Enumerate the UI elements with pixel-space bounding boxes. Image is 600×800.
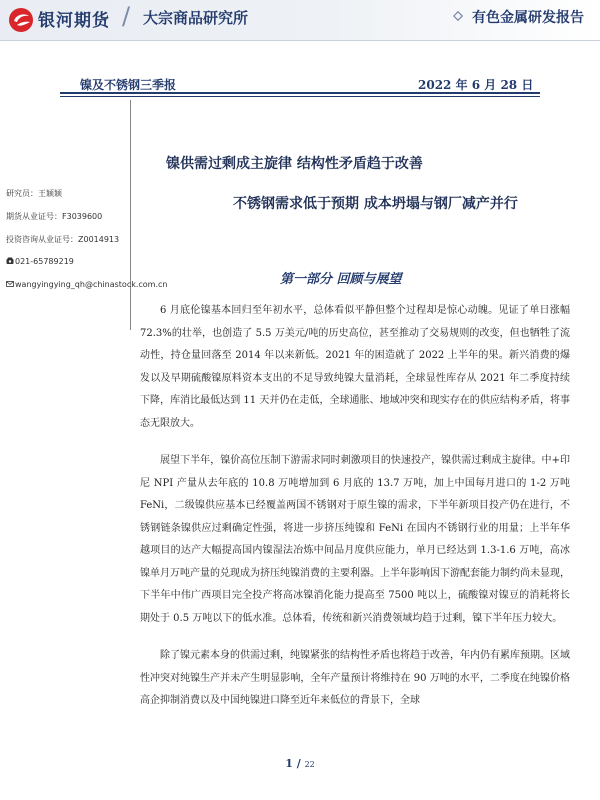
sub-title: 不锈钢需求低于预期 成本坍塌与钢厂减产并行	[233, 196, 518, 212]
page-separator: /	[296, 757, 305, 770]
researcher-name: 研究员：王颖颖	[6, 189, 62, 198]
paragraph: 6 月底伦镍基本回归至年初水平，总体看似平静但整个过程却是惊心动魄。见证了单日涨幅 72.3%的壮举，也创造了 5.5 万美元/吨的历史高位，甚至推动了交易规则的改变，但也牺牲了流动性，持仓量回落至 2014 年以来新低。2021 年的困造就了 2022 上半年的果。新兴消费的爆发以及早期硫酸镍原料资本支出的不足导致纯镍大量消耗，全球显性库存从 2021 年二季度持续下降，库消比最低达到 11 天并仍在走低，全球通胀、地域冲突和现实存在的供应结构矛盾，将事态无限放大。	[140, 305, 570, 429]
header-rule-thin	[60, 96, 540, 97]
email-address[interactable]: wangyingying_qh@chinastock.com.cn	[15, 280, 168, 289]
report-title: 镍及不锈钢三季报	[80, 78, 177, 92]
futures-license: 期货从业证号：F3039600	[6, 212, 103, 221]
report-header	[0, 0, 600, 41]
phone-number: 021-65789219	[15, 257, 74, 266]
report-type: 有色金属研发报告	[472, 10, 584, 26]
email-icon	[6, 280, 14, 288]
header-divider: /	[122, 2, 131, 30]
section-heading: 第一部分 回顾与展望	[280, 272, 402, 287]
page-total: 22	[304, 760, 315, 769]
email-row	[6, 280, 168, 291]
main-title: 镍供需过剩成主旋律 结构性矛盾趋于改善	[166, 156, 423, 172]
diamond-icon	[453, 11, 463, 21]
paragraph: 除了镍元素本身的供需过剩，纯镍紧张的结构性矛盾也将趋于改善，年内仍有累库预期。区域性冲突对纯镍生产并未产生明显影响，全年产量预计将维持在 90 万吨的水平，二季度在纯镍价格高企抑制消费以及中国纯镍进口降至近年来低位的背景下，全球	[140, 650, 570, 706]
phone-icon	[6, 257, 14, 265]
institute-name: 大宗商品研究所	[143, 9, 249, 27]
brand-name: 银河期货	[38, 11, 110, 31]
header-rule	[60, 92, 540, 94]
page-footer	[0, 757, 600, 770]
advisory-license: 投资咨询从业证号：Z0014913	[6, 235, 120, 244]
galaxy-logo-icon	[8, 7, 34, 33]
phone-row	[6, 257, 128, 268]
author-sidebar	[6, 188, 168, 303]
body-text	[140, 300, 570, 728]
page-number: 1	[285, 757, 293, 770]
report-date: 2022 年 6 月 28 日	[418, 78, 534, 92]
sidebar-divider	[130, 100, 131, 330]
paragraph: 展望下半年，镍价高位压制下游需求同时刺激项目的快速投产，镍供需过剩成主旋律。中+印尼 NPI 产量从去年底的 10.8 万吨增加到 6 月底的 13.7 万吨，加上中国每月进口的 1-2 万吨 FeNi，二级镍供应基本已经覆盖两国不锈钢对于原生镍的需求，下半年新项目投产仍在进行，不锈钢链条镍供应过剩确定性强，将进一步挤压纯镍和 FeNi 在国内不锈钢行业的用量；上半年华越项目的达产大幅提高国内镍湿法冶炼中间品月度供应能力，单月已经达到 1.3-1.6 万吨，高冰镍单月万吨产量的兑现成为挤压纯镍消费的主要利器。上半年影响因下游配套能力制约尚未显现，下半年中伟广西项目完全投产将高冰镍消化能力提高至 7500 吨以上，硫酸镍对镍豆的消耗将长期处于 0.5 万吨以下的低水准。总体看，传统和新兴消费领域均趋于过剩，镍下半年压力较大。	[140, 455, 570, 624]
